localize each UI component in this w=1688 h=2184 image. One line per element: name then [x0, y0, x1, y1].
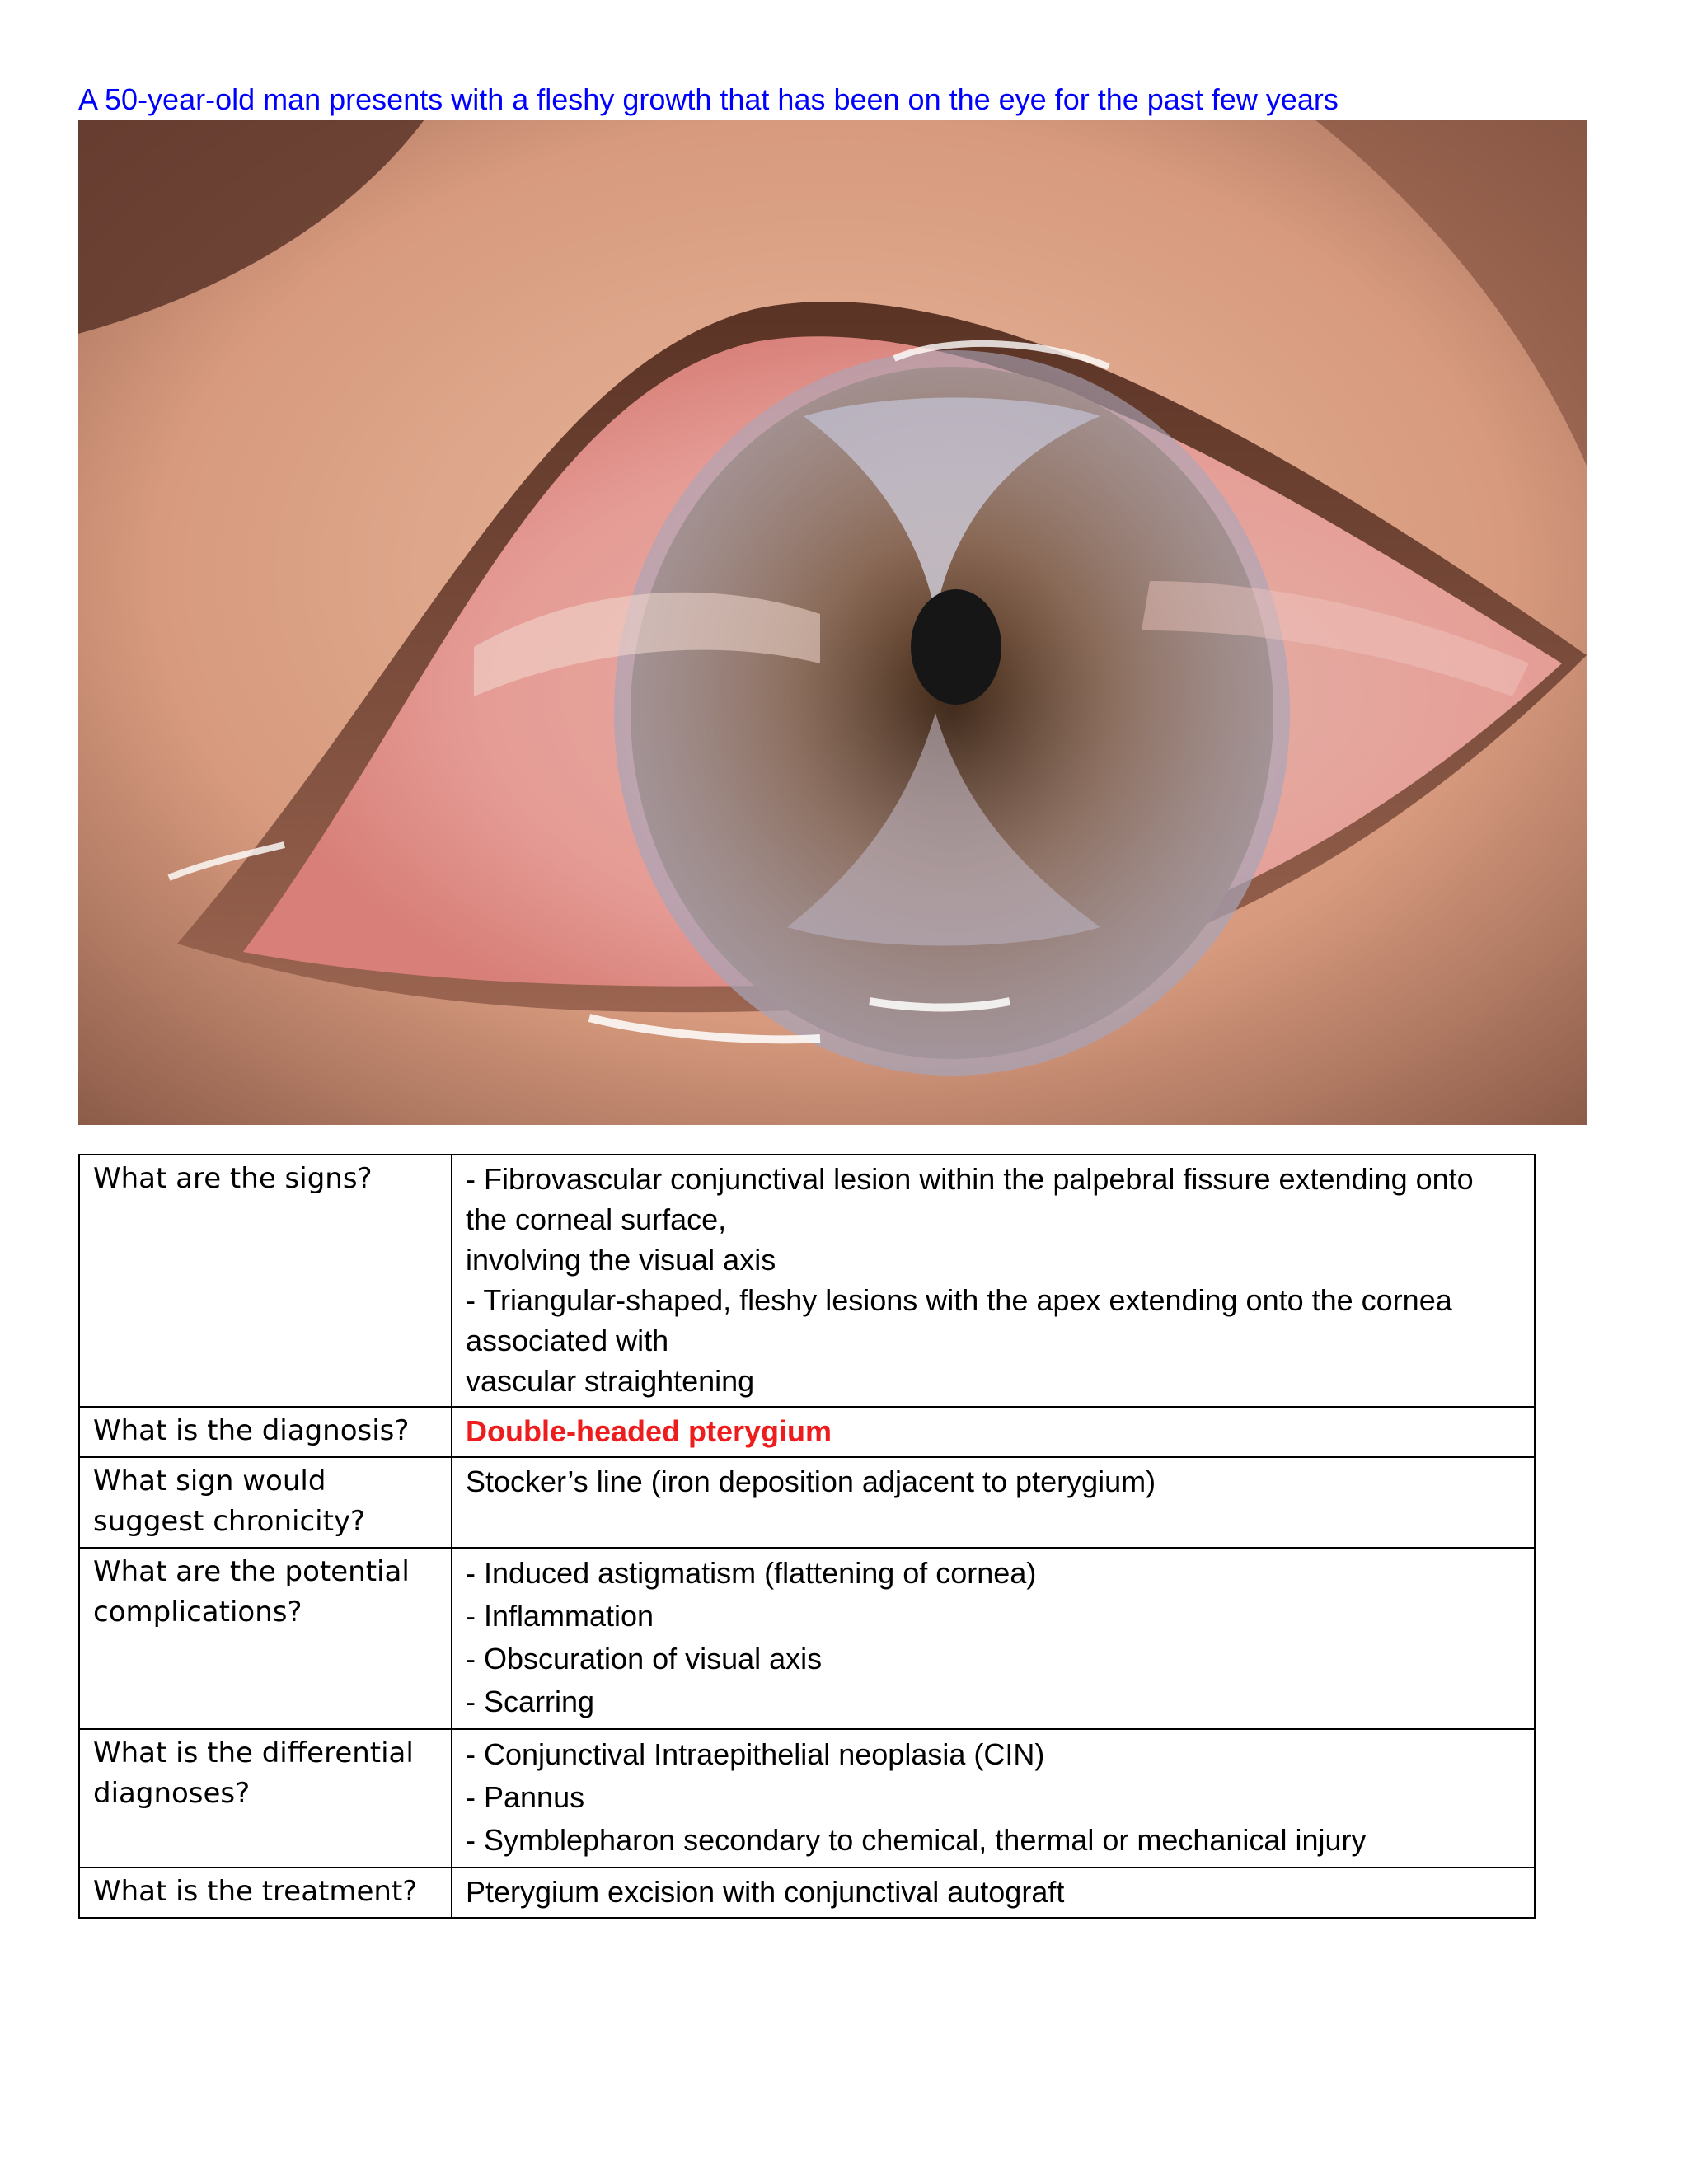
case-title: A 50-year-old man presents with a fleshy growth that has been on the eye for the past few years [78, 82, 1339, 116]
table-row [79, 1155, 1535, 1407]
question-cell: What is the diagnosis? [79, 1407, 452, 1457]
answer-line: - Inflammation [466, 1599, 654, 1633]
answer-cell [452, 1868, 1535, 1918]
table-row [79, 1407, 1535, 1457]
diagnosis-answer: Double-headed pterygium [466, 1414, 832, 1448]
question-cell: What are the potential complications? [79, 1548, 452, 1729]
answer-line: Stocker’s line (iron deposition adjacent to pterygium) [466, 1465, 1156, 1498]
table-row [79, 1729, 1535, 1868]
answer-line: - Induced astigmatism (flattening of cornea) [466, 1556, 1037, 1590]
answer-cell [452, 1729, 1535, 1868]
answer-line: - Conjunctival Intraepithelial neoplasia (CIN) [466, 1737, 1045, 1771]
answer-line: - Symblepharon secondary to chemical, thermal or mechanical injury [466, 1823, 1367, 1857]
question-cell: What is the differential diagnoses? [79, 1729, 452, 1868]
answer-cell [452, 1457, 1535, 1548]
table-row [79, 1457, 1535, 1548]
question-cell: What are the signs? [79, 1155, 452, 1407]
answer-line: Pterygium excision with conjunctival autograft [466, 1875, 1065, 1909]
table-row [79, 1868, 1535, 1918]
answer-line: vascular straightening [466, 1364, 755, 1398]
answer-cell [452, 1155, 1535, 1407]
answer-line: - Pannus [466, 1780, 585, 1814]
question-cell: What sign would suggest chronicity? [79, 1457, 452, 1548]
answer-line: - Fibrovascular conjunctival lesion within the palpebral fissure extending onto the corneal surface, [466, 1162, 1474, 1236]
eye-photo [78, 120, 1587, 1125]
answer-line: - Scarring [466, 1685, 595, 1718]
answer-cell [452, 1407, 1535, 1457]
table-row [79, 1548, 1535, 1729]
answer-line: - Triangular-shaped, fleshy lesions with the apex extending onto the cornea associated with [466, 1283, 1452, 1357]
answer-line: involving the visual axis [466, 1243, 776, 1277]
answer-line: - Obscuration of visual axis [466, 1642, 823, 1675]
question-cell: What is the treatment? [79, 1868, 452, 1918]
answer-cell [452, 1548, 1535, 1729]
qa-table [78, 1154, 1536, 1919]
